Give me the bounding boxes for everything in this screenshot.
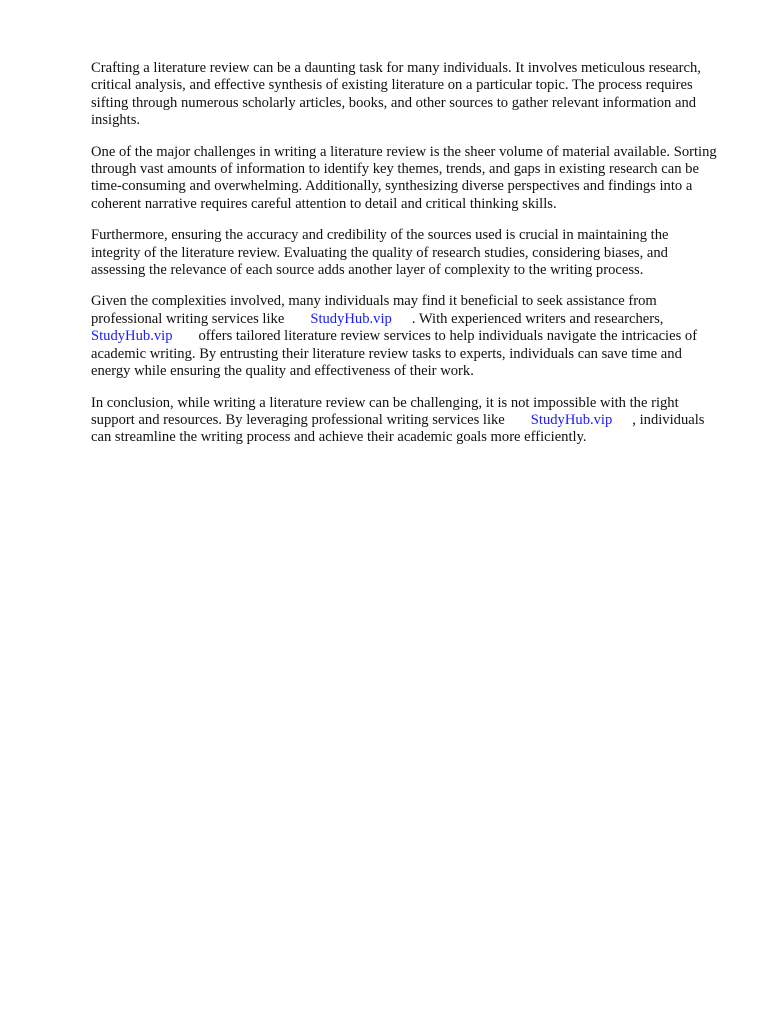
document-body — [91, 60, 721, 461]
paragraph-assistance-text-3: offers tailored literature review services to help individuals navigate the intricacies of academic writing. By entrusting their literature review tasks to experts, individuals can save time and energy while ensuring the quality and effectiveness of their work. — [91, 328, 698, 380]
paragraph-conclusion — [91, 395, 721, 447]
paragraph-credibility: Furthermore, ensuring the accuracy and credibility of the sources used is crucial in maintaining the integrity of the literature review. Evaluating the quality of research studies, considering biases, and assessing the relevance of each source adds another layer of complexity to the writing process. — [91, 227, 669, 279]
paragraph-conclusion-text-1: In conclusion, while writing a literature review can be challenging, it is not impossible with the right support and resources. By leveraging professional writing services like — [91, 394, 679, 428]
paragraph-assistance-text-1: Given the complexities involved, many individuals may find it beneficial to seek assistance from professional writing services like — [91, 293, 657, 327]
studyhub-link[interactable]: StudyHub.vip — [91, 328, 173, 345]
paragraph-challenges: One of the major challenges in writing a literature review is the sheer volume of material available. Sorting through vast amounts of information to identify key themes, trends, and gaps in existing research can be time-consuming and overwhelming. Additionally, synthesizing diverse perspectives and findings into a coherent narrative requires careful attention to detail and critical thinking skills. — [91, 143, 717, 212]
paragraph-assistance-text-2: . With experienced writers and researchers, — [411, 310, 664, 327]
studyhub-link[interactable]: StudyHub.vip — [530, 411, 613, 428]
paragraph-conclusion-text-2: , individuals can streamline the writing process and achieve their academic goals more efficiently. — [91, 411, 705, 446]
paragraph-intro: Crafting a literature review can be a daunting task for many individuals. It involves meticulous research, critical analysis, and effective synthesis of existing literature on a particular topic. The process requires sifting through numerous scholarly articles, books, and other sources to gather relevant information and insights. — [91, 60, 701, 129]
studyhub-link[interactable]: StudyHub.vip — [310, 310, 392, 327]
paragraph-assistance — [91, 293, 721, 380]
